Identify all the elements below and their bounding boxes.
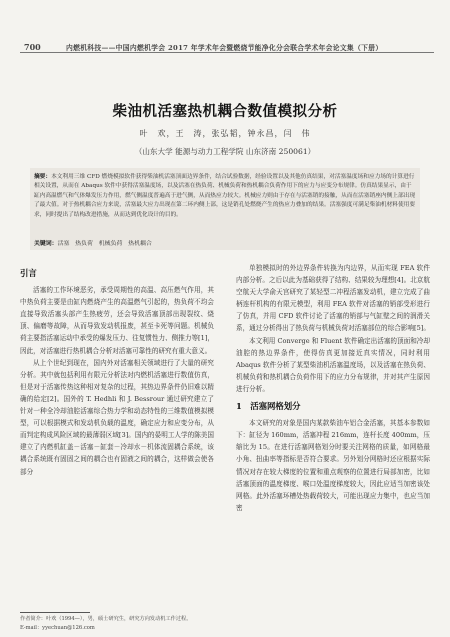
body-paragraph: 活塞的工作环境恶劣，承受周期性的高温、高压燃气作用，其中热负荷主要是由缸内燃烧产生的高温燃气引起的，热负荷不均会直接导致活塞头部产生热疲劳，还会导致活塞顶部出现裂纹、烧顶、偏磨等故障，从而导致发动机报废，甚至卡死等问题。机械负荷主要指活塞运动中承受的爆发压力、往复惯性力、侧推力等[1]，因此，对活塞进行热机耦合分析对活塞可靠性的研究有重大意义。 (20, 286, 214, 355)
footnote-email[interactable]: E-mail：yyechuan@126.com (20, 624, 95, 631)
body-paragraph: 本文利用 Converge 和 Fluent 软件确定出活塞的顶面和冷却油腔的热边界条件，使得仿真更加接近真实情况，同时利用 Abaqus 软件分析了某型柴油机活塞温度场，以及活塞在热负荷、机械负荷和热机耦合负荷作用下的应力分布规律，并对其产生原因进行分析。 (236, 336, 430, 393)
body-paragraph: 本文研究的对象是国内某款柴油车铝合金活塞，其基本参数如下：缸径为 160mm，活塞冲程 216mm，连杆长度 400mm，压缩比为 15。在进行活塞网格划分时要关注网格的质量，如网格最小角、扭曲率等指标是否符合要求。另外划分网格时还应根据实际情况对存在较大梯度的位置和重点观察的位置进行局部加密，比如活塞顶面的温度梯度、喉口处温度梯度较大，因此应适当加密该处网格。此外活塞环槽处热载荷较大，可能出现应力集中，也应当加密 (236, 419, 430, 512)
abstract-text: 本文利用三维 CFD 燃烧模拟软件获得柴油机活塞顶面边界条件，结合试验数据，经验设置以及其他仿真结果，对活塞温度场和应力场的计算进行相关设置，从而在 Abaqus 软件中获得活塞温度场，以及活塞在热负荷、机械负荷和热机耦合负荷作用下的应力与应变分布规律。仿真结果显示，由于缸内高温燃气和气体爆发压力作用，燃气侧温度普遍高于进气侧，从而热应力较大。机械应力则由于存在与活塞销的接触，从而在活塞销座内侧上部出现了最大值。对于热机耦合应力来说，活塞最大应力出现在第二环内侧上部，这是销孔处燃烧产生的热应力叠加的结果。活塞强度可满足柴油机材料使用要求，同时提出了结构改进措施，从而达到优化设计的目的。 (34, 174, 416, 218)
header-rule (20, 52, 434, 53)
footnote-author: 作者简介：叶欢（1994—），男，硕士研究生，研究方向发动机工作过程。 (20, 616, 192, 622)
keywords-text: 活塞 热负荷 机械负荷 热机耦合 (57, 241, 152, 247)
left-column (20, 262, 214, 478)
footnote (20, 615, 214, 632)
body-paragraph: 单独模拟时的外边界条件转换为内边界，从而实现 FEA 软件内部分析。之后以此为基础获得了结构、结果较为理想[4]。北京航空航天大学俞天宫研究了某轻型二冲程活塞发动机，建立完成了曲柄连杆机构的有限元模型，利用 FEA 软件对活塞的销部受形进行了仿真，并用 CFD 软件讨论了活塞的销部与气缸壁之间的润滑关系，通过分析得出了热负荷与机械负荷对活塞部位的综合影响[5]。 (236, 264, 430, 333)
keywords (34, 238, 416, 247)
abstract (34, 173, 416, 220)
page-number: 700 (24, 42, 41, 52)
paper-authors: 叶 欢，王 涛，张弘韬，钟永昌，闫 伟 (139, 129, 311, 138)
intro-heading: 引言 (20, 268, 37, 278)
right-column (236, 262, 430, 514)
body-paragraph: 从上个世纪到现在，国内外对活塞相关领域进行了大量的研究分析。其中就包括利用有限元分析法对内燃机活塞进行数值仿真，但是对于活塞传热这种相对复杂的过程，其热边界条件仍旧难以精确的给定[2]。国外的 T. Hedhli 和 J. Bessrour 通过研究建立了针对一种全冷却油腔活塞综合热力学和动态特性的三维数值模拟模型，可以根据模式和发动机负载的温度，确定应力和应变分布，从而判定构成风险区域的最薄弱区域[3]。国内的晏明工人学的陈美国建立了内燃机缸盖－活塞－缸套－冷却水－机体流固耦合系统，该耦合系统既有固固之间的耦合也有固液之间的耦合，这样做会使各部分 (20, 358, 214, 476)
page-header (0, 0, 450, 60)
keywords-label: 关键词： (34, 240, 58, 247)
paper-affiliation: （山东大学 能源与动力工程学院 山东济南 250061） (134, 147, 316, 156)
abstract-label: 摘要： (34, 174, 52, 180)
running-head: 内燃机科技——中国内燃机学会 2017 年学术年会暨燃烧节能净化分会联合学术年会论文集（下册） (66, 44, 383, 52)
section-heading: 1 活塞网格划分 (236, 401, 301, 412)
paper-title: 柴油机活塞热机耦合数值模拟分析 (112, 103, 338, 120)
footnote-rule (20, 612, 90, 613)
